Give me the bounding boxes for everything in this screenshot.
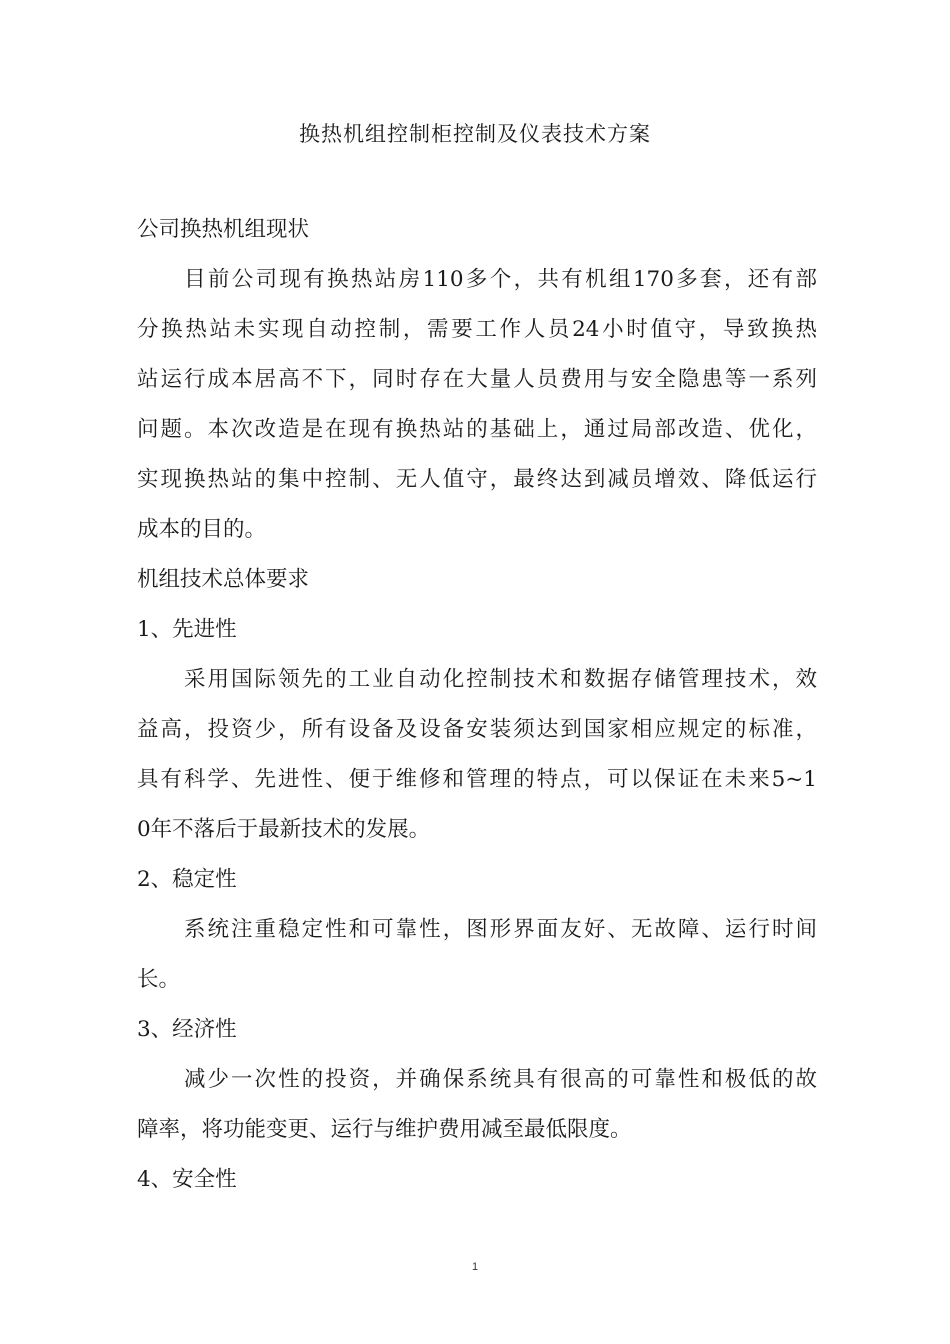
document-title: 换热机组控制柜控制及仪表技术方案 [299,122,651,146]
paragraph-line: 具有科学、先进性、便于维修和管理的特点，可以保证在未来5~1 [137,767,817,792]
section-heading-current-status: 公司换热机组现状 [137,217,310,242]
paragraph-line: 成本的目的。 [137,517,267,542]
paragraph-line: 0年不落后于最新技术的发展。 [137,817,431,842]
section-heading-general-requirements: 机组技术总体要求 [137,567,310,592]
paragraph-line: 目前公司现有换热站房110多个，共有机组170多套，还有部 [184,267,817,292]
subheading-advanced: 1、先进性 [137,617,237,642]
paragraph-line: 减少一次性的投资，并确保系统具有很高的可靠性和极低的故 [184,1067,817,1092]
paragraph-line: 长。 [137,967,181,992]
document-body [137,205,817,1205]
subheading-stability: 2、稳定性 [137,867,237,892]
paragraph-line: 益高，投资少，所有设备及设备安装须达到国家相应规定的标准， [137,717,817,742]
paragraph-line: 实现换热站的集中控制、无人值守，最终达到减员增效、降低运行 [137,467,817,492]
page-number: 1 [471,1261,479,1273]
paragraph-line: 问题。本次改造是在现有换热站的基础上，通过局部改造、优化， [137,417,817,442]
paragraph-line: 采用国际领先的工业自动化控制技术和数据存储管理技术，效 [184,667,817,692]
paragraph-line: 障率，将功能变更、运行与维护费用减至最低限度。 [137,1117,632,1142]
paragraph-line: 站运行成本居高不下，同时存在大量人员费用与安全隐患等一系列 [137,367,817,392]
paragraph-line: 分换热站未实现自动控制，需要工作人员24小时值守，导致换热 [137,317,817,342]
subheading-economy: 3、经济性 [137,1017,237,1042]
paragraph-line: 系统注重稳定性和可靠性，图形界面友好、无故障、运行时间 [184,917,817,942]
subheading-safety: 4、安全性 [137,1167,237,1192]
